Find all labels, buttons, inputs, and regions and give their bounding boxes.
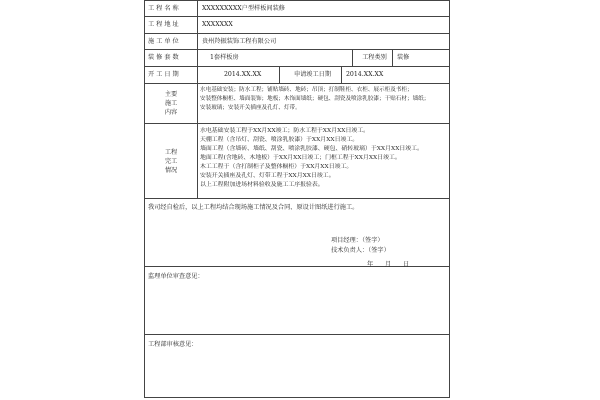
label-completion-line: 情况	[164, 166, 178, 174]
row-supervisor	[145, 267, 449, 335]
row-package	[145, 50, 449, 67]
value-project-name: XXXXXXXXX户型样板间装修	[197, 1, 449, 16]
completion-line: 墙面工程（含墙砖、墙纸、刮瓷、喷涂乳胶漆、硬包、硝转玻璃）于XX月XX日竣工。	[200, 146, 423, 152]
label-project-name: 工程名称	[148, 4, 181, 12]
row-department	[145, 335, 449, 398]
label-start-date: 开工日期	[148, 71, 181, 79]
row-main-content	[145, 84, 449, 124]
statement-text: 我司经自检后，以上工程均结合现场施工情况及合同、原设计图纸进行施工。	[148, 204, 359, 211]
row-contractor	[145, 34, 449, 50]
row-completion	[145, 124, 449, 199]
row-dates	[145, 67, 449, 84]
main-content-line: 安装玻璃；安装开关插座及孔灯、灯带。	[200, 105, 301, 111]
value-end-date: 2014.XX.XX	[341, 67, 449, 83]
value-project-address: XXXXXXX	[197, 17, 449, 33]
label-end-date: 申请竣工日期	[279, 67, 341, 83]
label-contractor: 施工单位	[148, 37, 181, 45]
completion-line: 以上工程附加进场材料验收及施工工序报验表。	[200, 182, 324, 188]
main-content-line: 水电基础安装；防水工程；铺贴墙砖、地砖；吊顶；打制鞋柜、衣柜、展示柜及书柜；	[200, 87, 413, 93]
value-package: 1套样板房	[197, 50, 352, 66]
completion-form	[144, 0, 450, 398]
label-completion-line: 完工	[164, 157, 178, 165]
main-content-text	[197, 84, 449, 123]
row-project-address	[145, 17, 449, 34]
label-project-type: 工程类别	[352, 50, 392, 66]
department-opinion-label: 工程部审核意见：	[148, 341, 198, 348]
label-main-content-line: 主要	[164, 91, 178, 98]
label-completion-line: 工程	[164, 148, 178, 156]
label-project-address: 工程地址	[148, 21, 181, 29]
row-statement	[145, 199, 449, 267]
completion-line: 地面工程(含地砖、木地板）于XX月XX日竣工；门框工程于XX月XX日竣工。	[200, 155, 401, 161]
tech-lead-signature: 技术负责人：（签字）	[331, 247, 390, 254]
completion-line: 天棚工程（含吊灯、刮瓷、喷涂乳胶漆）于XX月XX日竣工。	[200, 137, 359, 143]
label-main-content-line: 内容	[164, 109, 178, 116]
completion-line: 木工工程于（含打制柜子及整体橱柜）于XX月XX日竣工。	[200, 164, 353, 170]
label-package: 装修套数	[148, 54, 181, 62]
statement-date: 年 月 日	[367, 261, 410, 268]
value-project-type: 装修	[392, 50, 449, 66]
completion-line: 安装开关插座及孔灯、灯带工程于XX月XX日竣工。	[200, 173, 335, 179]
project-manager-signature: 项目经理：（签字）	[331, 237, 384, 244]
completion-text	[197, 124, 449, 198]
row-project-name	[145, 1, 449, 17]
label-completion	[145, 124, 197, 198]
completion-line: 水电基础安装工程于XX月XX竣工；防水工程于XX月XX日竣工。	[200, 128, 370, 134]
main-content-line: 安装整体橱柜、墙面装饰；地板；木饰面墙纸；硬包、刮瓷及喷涂乳胶漆；干贴石材；墙纸；	[200, 96, 430, 102]
value-start-date: 2014.XX.XX	[197, 67, 279, 83]
label-main-content-line: 施工	[164, 100, 178, 107]
supervisor-opinion-label: 监理单位审查意见：	[148, 273, 204, 280]
value-contractor: 贵州羚振装饰工程有限公司	[197, 34, 449, 49]
label-main-content	[145, 84, 197, 123]
